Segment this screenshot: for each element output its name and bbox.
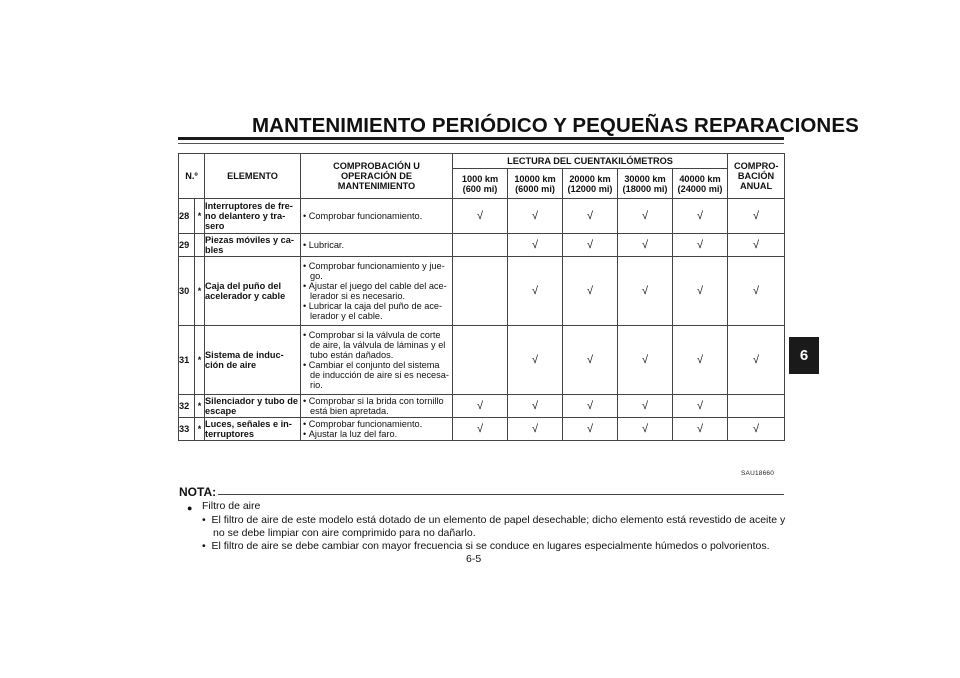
nota-rule	[218, 494, 784, 495]
nota-item: • El filtro de aire se debe cambiar con mayor frecuencia si se conduce en lugares especialmente húmedos o polvorientos.	[202, 540, 792, 553]
check-mark: √	[728, 418, 785, 441]
header-interval	[618, 169, 673, 199]
row-elemento: Silenciador y tubo de escape	[205, 395, 301, 418]
header-lectura: LECTURA DEL CUENTAKILÓMETROS	[453, 154, 728, 169]
operation-item: • Comprobar si la válvula de corte de aire, la válvula de láminas y el tubo están dañados.	[301, 330, 452, 360]
interval-mi: (6000 mi)	[515, 183, 555, 194]
nota-bullet-icon: ●	[187, 503, 193, 513]
header-comprobacion: COMPROBACIÓN U OPERACIÓN DE MANTENIMIENTO	[301, 154, 453, 199]
interval-km: 40000 km	[679, 173, 721, 184]
row-operations	[301, 326, 453, 395]
operation-list	[301, 330, 452, 390]
check-mark: √	[673, 326, 728, 395]
nota-label: NOTA:	[179, 485, 217, 499]
row-marker: *	[195, 199, 205, 234]
operation-item: • Lubricar.	[301, 240, 452, 250]
row-elemento: Interruptores de fre-no delantero y tra-sero	[205, 199, 301, 234]
check-mark: √	[673, 199, 728, 234]
check-mark: √	[508, 257, 563, 326]
row-elemento: Caja del puño del acelerador y cable	[205, 257, 301, 326]
check-mark: √	[508, 199, 563, 234]
check-mark: √	[673, 418, 728, 441]
row-marker: *	[195, 257, 205, 326]
check-mark: √	[508, 395, 563, 418]
reference-code: SAU18660	[741, 470, 775, 477]
check-mark: √	[728, 234, 785, 257]
operation-item: • Comprobar funcionamiento.	[301, 211, 452, 221]
check-mark: √	[728, 326, 785, 395]
check-mark: √	[508, 326, 563, 395]
check-mark: √	[618, 395, 673, 418]
row-operations	[301, 234, 453, 257]
row-operations	[301, 199, 453, 234]
header-anual: COMPRO-BACIÓN ANUAL	[728, 154, 785, 199]
check-mark: √	[563, 418, 618, 441]
check-mark: √	[618, 326, 673, 395]
row-elemento: Sistema de induc-ción de aire	[205, 326, 301, 395]
table-row	[179, 418, 785, 441]
table-row	[179, 257, 785, 326]
check-mark: √	[563, 395, 618, 418]
operation-item: • Lubricar la caja del puño de ace-lerador y el cable.	[301, 301, 452, 321]
check-mark: √	[453, 395, 508, 418]
header-num: N.º	[179, 154, 205, 199]
table-row	[179, 326, 785, 395]
check-mark: √	[618, 257, 673, 326]
row-number: 29	[179, 234, 195, 257]
check-mark: √	[728, 199, 785, 234]
row-marker	[195, 234, 205, 257]
row-elemento: Luces, señales e in-terruptores	[205, 418, 301, 441]
interval-km: 30000 km	[624, 173, 666, 184]
check-mark: √	[673, 234, 728, 257]
interval-mi: (12000 mi)	[567, 183, 613, 194]
row-marker: *	[195, 326, 205, 395]
operation-list	[301, 396, 452, 416]
row-marker: *	[195, 395, 205, 418]
check-mark: √	[618, 199, 673, 234]
operation-list	[301, 261, 452, 321]
check-mark: √	[673, 395, 728, 418]
chapter-tab: 6	[789, 337, 819, 374]
row-number: 32	[179, 395, 195, 418]
check-mark: √	[453, 418, 508, 441]
table-row	[179, 234, 785, 257]
row-marker: *	[195, 418, 205, 441]
operation-list	[301, 240, 452, 250]
operation-item: • Ajustar la luz del faro.	[301, 429, 452, 439]
check-mark: √	[508, 418, 563, 441]
row-operations	[301, 418, 453, 441]
operation-list	[301, 419, 452, 439]
check-mark: √	[618, 418, 673, 441]
interval-mi: (24000 mi)	[677, 183, 723, 194]
interval-km: 20000 km	[569, 173, 611, 184]
operation-list	[301, 211, 452, 221]
nota-list	[202, 514, 792, 554]
check-mark	[453, 326, 508, 395]
check-mark	[728, 395, 785, 418]
title-rule	[178, 137, 784, 140]
header-interval	[673, 169, 728, 199]
header-interval	[508, 169, 563, 199]
nota-item: • El filtro de aire de este modelo está dotado de un elemento de papel desechable; dicho elemento está revestido de aceite y no se debe limpiar con aire comprimido para no dañarlo.	[202, 514, 792, 540]
interval-mi: (18000 mi)	[622, 183, 668, 194]
row-number: 33	[179, 418, 195, 441]
maintenance-table	[178, 153, 785, 441]
row-operations	[301, 395, 453, 418]
check-mark: √	[673, 257, 728, 326]
operation-item: • Cambiar el conjunto del sistema de inducción de aire si es necesa-rio.	[301, 360, 452, 390]
check-mark: √	[563, 326, 618, 395]
operation-item: • Comprobar si la brida con tornillo está bien apretada.	[301, 396, 452, 416]
operation-item: • Ajustar el juego del cable del ace-lerador si es necesario.	[301, 281, 452, 301]
operation-item: • Comprobar funcionamiento y jue-go.	[301, 261, 452, 281]
check-mark: √	[563, 199, 618, 234]
interval-km: 1000 km	[461, 173, 499, 184]
header-elemento: ELEMENTO	[205, 154, 301, 199]
interval-km: 10000 km	[514, 173, 556, 184]
interval-mi: (600 mi)	[462, 183, 498, 194]
check-mark	[453, 257, 508, 326]
row-elemento: Piezas móviles y ca-bles	[205, 234, 301, 257]
row-number: 31	[179, 326, 195, 395]
header-interval	[563, 169, 618, 199]
row-number: 28	[179, 199, 195, 234]
check-mark: √	[453, 199, 508, 234]
row-number: 30	[179, 257, 195, 326]
header-interval	[453, 169, 508, 199]
check-mark: √	[563, 234, 618, 257]
title-rule-thin	[178, 143, 784, 144]
table-row	[179, 395, 785, 418]
check-mark	[453, 234, 508, 257]
table-row	[179, 199, 785, 234]
row-operations	[301, 257, 453, 326]
check-mark: √	[508, 234, 563, 257]
check-mark: √	[728, 257, 785, 326]
nota-title: Filtro de aire	[202, 500, 261, 512]
page-title: MANTENIMIENTO PERIÓDICO Y PEQUEÑAS REPARACIONES	[252, 114, 859, 137]
operation-item: • Comprobar funcionamiento.	[301, 419, 452, 429]
check-mark: √	[618, 234, 673, 257]
page-number: 6-5	[466, 553, 482, 565]
check-mark: √	[563, 257, 618, 326]
